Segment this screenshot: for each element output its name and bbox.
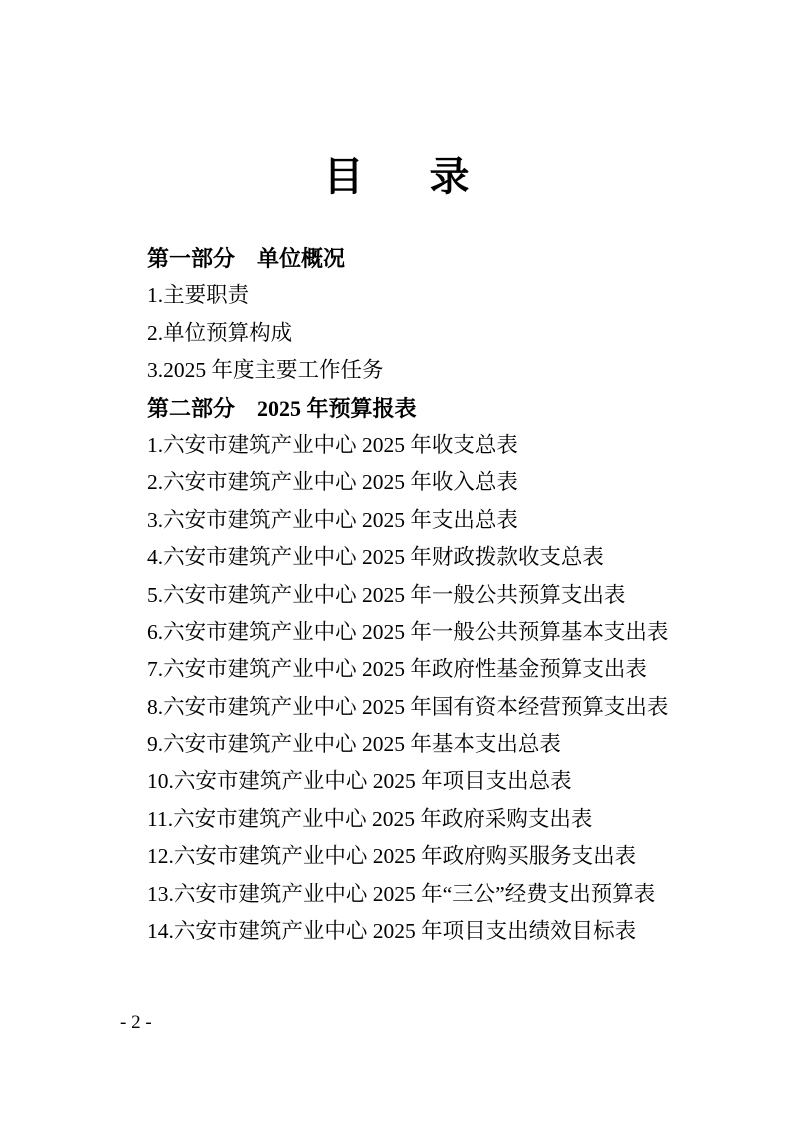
toc-item: 7.六安市建筑产业中心 2025 年政府性基金预算支出表 [147, 657, 647, 682]
page-title [0, 155, 793, 199]
toc-item: 3.2025 年度主要工作任务 [147, 358, 384, 383]
toc-item: 3.六安市建筑产业中心 2025 年支出总表 [147, 507, 518, 532]
toc-item: 8.六安市建筑产业中心 2025 年国有资本经营预算支出表 [147, 694, 669, 719]
toc-item: 11.六安市建筑产业中心 2025 年政府采购支出表 [147, 806, 593, 831]
toc-item: 1.主要职责 [147, 283, 250, 308]
toc-item: 14.六安市建筑产业中心 2025 年项目支出绩效目标表 [147, 919, 637, 944]
toc-item: 4.六安市建筑产业中心 2025 年财政拨款收支总表 [147, 545, 604, 570]
toc-item: 6.六安市建筑产业中心 2025 年一般公共预算基本支出表 [147, 619, 669, 644]
toc-item: 13.六安市建筑产业中心 2025 年“三公”经费支出预算表 [147, 881, 656, 906]
page-title-char-right: 录 [429, 154, 470, 199]
table-of-contents [147, 240, 733, 950]
page-number: - 2 - [120, 1012, 152, 1033]
toc-item: 5.六安市建筑产业中心 2025 年一般公共预算支出表 [147, 582, 626, 607]
toc-item: 9.六安市建筑产业中心 2025 年基本支出总表 [147, 732, 561, 757]
toc-item: 2.单位预算构成 [147, 320, 293, 345]
page-title-char-left: 目 [323, 154, 364, 199]
toc-section-heading-2: 第二部分 2025 年预算报表 [147, 395, 417, 421]
toc-section-heading-1: 第一部分 单位概况 [147, 246, 346, 271]
toc-item: 12.六安市建筑产业中心 2025 年政府购买服务支出表 [147, 844, 637, 869]
toc-item: 1.六安市建筑产业中心 2025 年收支总表 [147, 432, 518, 457]
toc-item: 10.六安市建筑产业中心 2025 年项目支出总表 [147, 769, 572, 794]
toc-item: 2.六安市建筑产业中心 2025 年收入总表 [147, 470, 518, 495]
